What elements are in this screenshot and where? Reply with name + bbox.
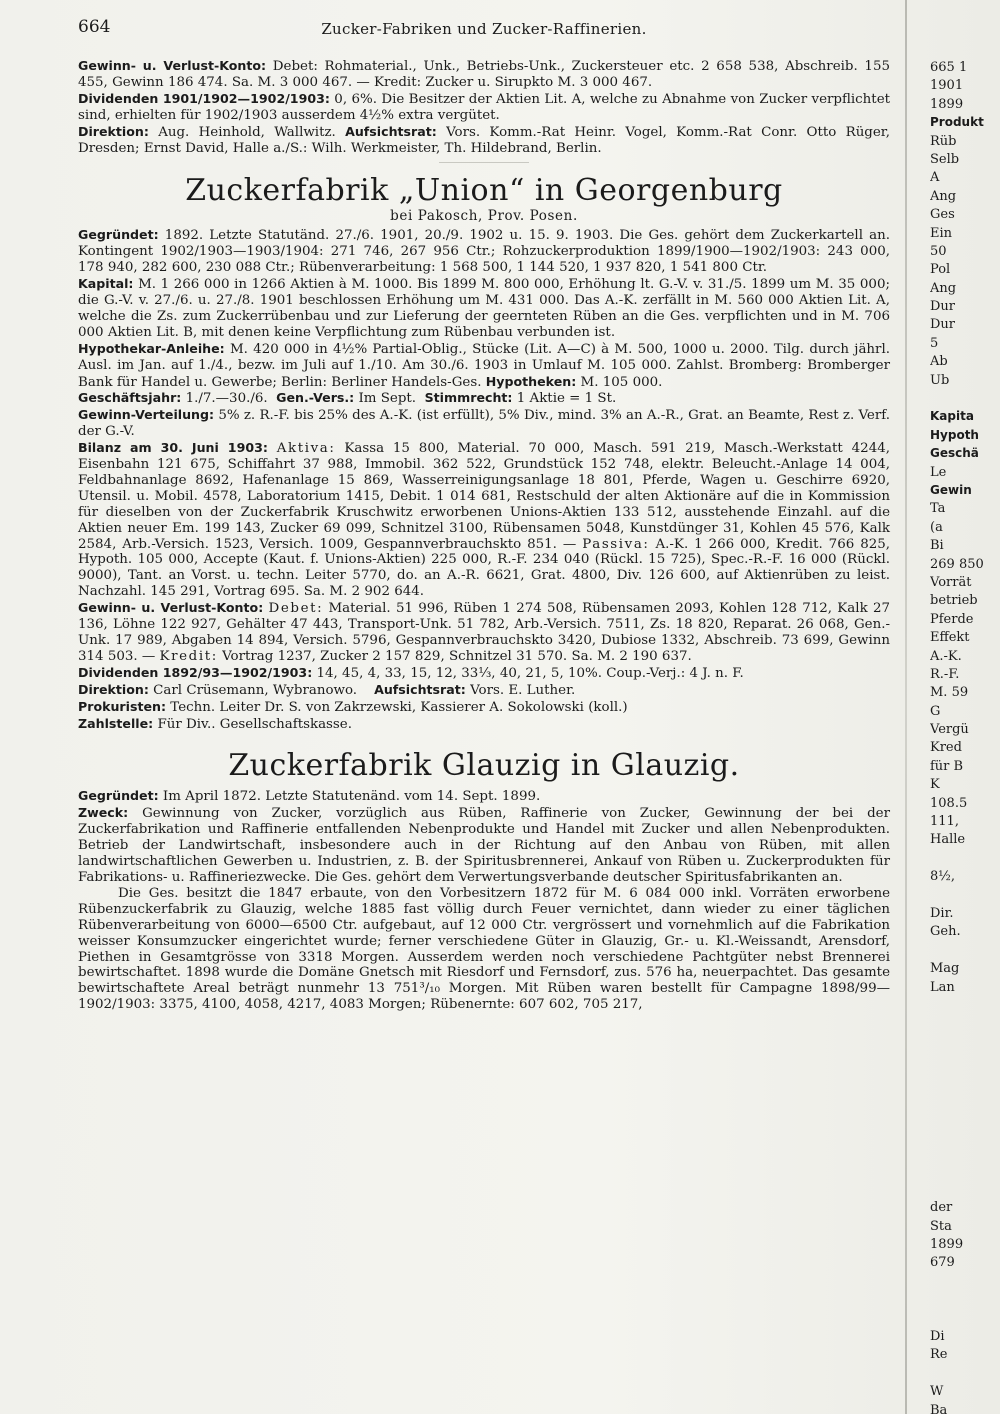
entry2-aufs-label: Aufsichtsrat: bbox=[374, 681, 466, 697]
fragment-line bbox=[930, 1127, 1000, 1145]
entry2-div-text: 14, 45, 4, 33, 15, 12, 33⅓, 40, 21, 5, 10%. Coup.-Verj.: 4 J. n. F. bbox=[316, 665, 744, 681]
fragment-line: Ein bbox=[930, 225, 953, 241]
fragment-line: 665 1 bbox=[930, 60, 968, 75]
fragment-line bbox=[930, 1274, 1000, 1292]
entry2-passiva-text: A.-K. 1 266 000, Kredit. 766 825, Hypoth. 105 000, Accepte (Kaut. f. Unions-Aktien) 225 000, R.-F. 234 040 (Rückl. 15 725), Spec.-R.-F. 16 000 (Rückl. 9000), Tant. an Vorst. u. techn. Leiter 5770, do. an A.-R. 6621, Grat. 4800, Div. 126 600, auf Aktienrüben zu leist. Nachzahl. 145 291, Vortrag 695. Sa. M. 2 902 644. bbox=[78, 536, 891, 600]
fragment-line: betrieb bbox=[930, 593, 978, 609]
entry2-stimm-text: 1 Aktie = 1 St. bbox=[516, 391, 617, 407]
entry2-bil-label: Bilanz am 30. Juni 1903: bbox=[78, 440, 268, 456]
entry2-gj-label: Geschäftsjahr: bbox=[78, 390, 182, 406]
fragment-line: Halle bbox=[930, 832, 966, 848]
fragment-line: Produkt bbox=[930, 115, 984, 130]
entry2-gv-label: Gen.-Vers.: bbox=[276, 390, 355, 406]
fragment-line: 108.5 bbox=[930, 795, 968, 811]
fragment-line: Dir. bbox=[930, 905, 954, 921]
fragment-line: 1901 bbox=[930, 78, 964, 94]
entry3-zweck-label: Zweck: bbox=[78, 805, 129, 821]
entry2-capital bbox=[78, 276, 890, 341]
entry2-dividends bbox=[78, 665, 890, 682]
entry2-kap-label: Kapital: bbox=[78, 276, 134, 292]
fragment-line: Vergü bbox=[930, 722, 969, 738]
fragment-line: Ta bbox=[930, 501, 946, 517]
fragment-line: Vorrät bbox=[930, 574, 972, 590]
fragment-line bbox=[930, 1053, 1000, 1071]
entry1-gv-label: Gewinn- u. Verlust-Konto: bbox=[78, 58, 267, 73]
entry2-dir-text: Carl Crüsemann, Wybranowo. bbox=[153, 682, 358, 698]
fragment-line bbox=[930, 1108, 1000, 1126]
fragment-line bbox=[930, 851, 1000, 869]
fragment-line: A.-K. bbox=[930, 648, 962, 664]
fragment-line bbox=[930, 1311, 1000, 1329]
fragment-line: Ab bbox=[930, 354, 948, 370]
entry2-hyp2-text: M. 105 000. bbox=[580, 374, 663, 390]
fragment-line: 1899 bbox=[930, 96, 964, 112]
fragment-line: 5 bbox=[930, 335, 939, 351]
fragment-line: 679 bbox=[930, 1255, 955, 1271]
fragment-line: Üb bbox=[930, 372, 950, 388]
entry-glauzig bbox=[78, 748, 890, 1013]
fragment-line: Di bbox=[930, 1328, 945, 1344]
entry-union-georgenburg bbox=[78, 173, 890, 732]
entry2-aufs-text: Vors. E. Luther. bbox=[470, 682, 576, 698]
fragment-line: für B bbox=[930, 758, 964, 774]
entry2-profit-distribution bbox=[78, 407, 890, 440]
main-column bbox=[78, 18, 890, 1013]
entry2-dir-label: Direktion: bbox=[78, 681, 149, 697]
entry1-dir-label: Direktion: bbox=[78, 123, 149, 139]
entry2-prok-label: Prokuristen: bbox=[78, 698, 167, 714]
entry2-mortgage-loan bbox=[78, 341, 890, 391]
entry-continuation bbox=[78, 58, 890, 163]
entry1-aufs-label: Aufsichtsrat: bbox=[345, 123, 437, 139]
entry3-property bbox=[78, 886, 890, 1013]
fragment-line bbox=[930, 888, 1000, 906]
entry3-gegr-label: Gegründet: bbox=[78, 788, 159, 804]
fragment-line: Re bbox=[930, 1347, 948, 1363]
fragment-line: Hypoth bbox=[930, 427, 979, 442]
entry1-div-text: 0, 6%. Die Besitzer der Aktien Lit. A, welche zu Abnahme von Zucker verpflichtet sind, erhielten für 1902/1903 ausserdem 4½% extra vergütet. bbox=[78, 91, 890, 123]
fragment-line: Pferde bbox=[930, 611, 974, 627]
entry2-gewv-text: 5% z. R.-F. bis 25% des A.-K. (ist erfüllt), 5% Div., mind. 3% an A.-R., Grat. an Beamte, Rest z. Verf. der G.-V. bbox=[78, 408, 890, 440]
entry2-balance bbox=[78, 440, 890, 600]
fragment-line: Bi bbox=[930, 538, 944, 554]
entry2-gv-text: Im Sept. bbox=[358, 391, 417, 407]
entry2-hyp2-label: Hypotheken: bbox=[485, 373, 577, 389]
fragment-line bbox=[930, 1182, 1000, 1200]
fragment-line: 111, bbox=[930, 814, 959, 830]
fragment-line: Dur bbox=[930, 299, 956, 315]
entry2-passiva-word: Passiva: bbox=[582, 536, 650, 552]
entry2-paying-agent bbox=[78, 716, 890, 733]
entry3-para2-text: Die Ges. besitzt die 1847 erbaute, von den Vorbesitzern 1872 für M. 6 084 000 inkl. Vorräten erworbene Rübenzuckerfabrik zu Glauzig, welche 1885 fast völlig durch Feuer vernichtet, dann wieder zu einer täglichen Rübenverarbeitung von 6000—6500 Ctr. aufgebaut, auf 12 000 Ctr. vergrössert und vornehmlich auf die Fabrikation weisser Konsumzucker eingerichtet wurde; ferner verschiedene Güter in Glauzig, Gr.- u. Kl.-Weissandt, Arensdorf, Piethen in Gesamtgrösse von 3318 Morgen. Ausserdem werden noch verschiedene Pachtgüter nebst Brennerei bewirtschaftet. 1898 wurde die Domäne Gnetsch mit Riesdorf und Fernsdorf, zus. 576 ha, neuerpachtet. Das gesamte bewirtschaftete Areal beträgt nunmehr 13 751³/₁₀ Morgen. Mit Rüben waren bestellt für Campagne 1898/99—1902/1903: 3375, 4100, 4058, 4217, 4083 Morgen; Rübenernte: 607 602, 705 217, bbox=[78, 885, 890, 1013]
entry2-procurists bbox=[78, 699, 890, 716]
page-number: 664 bbox=[78, 17, 111, 37]
entry2-gegr-label: Gegründet: bbox=[78, 227, 159, 243]
fragment-line: M. 59 bbox=[930, 685, 969, 701]
fragment-line bbox=[930, 1016, 1000, 1034]
fragment-line bbox=[930, 1071, 1000, 1089]
entry2-aktiva-word: Aktiva: bbox=[276, 441, 336, 457]
column-divider bbox=[905, 0, 907, 1414]
fragment-line: Kapita bbox=[930, 409, 974, 424]
fragment-line: Kred bbox=[930, 740, 962, 756]
entry2-hyp-text: M. 420 000 in 4½% Partial-Oblig., Stücke (Lit. A—C) à M. 500, 1000 u. 2000. Tilg. durch jährl. Ausl. im Jan. auf 1./4., bezw. im Juli auf 1./10. Am 30./6. 1903 in Umlauf M. 105 000. Zahlst. Bromberg: Bromberger Bank für Handel u. Gewerbe; Berlin: Berliner Handels-Ges. bbox=[78, 341, 890, 390]
fragment-line: Le bbox=[930, 464, 947, 480]
entry1-board bbox=[78, 124, 890, 157]
entry3-zweck-text: Gewinnung von Zucker, vorzüglich aus Rüben, Raffinerie von Zucker, Gewinnung der bei der Zuckerfabrikation und Raffinerie entfallenden Nebenprodukte und Handel mit Zucker und allen Nebenprodukten. Betrieb der Landwirtschaft, insbesondere auch in der Richtung auf den Anbau von Rüben, mit allen landwirtschaftlichen Gewerben u. Industrien, z. B. der Spiritusbrennerei, Ankauf von Rüben u. Zuckerprodukten für Fabrikations- u. Raffineriezwecke. Die Ges. gehört dem Verwertungsverbande deutscher Spiritusfabrikanten an. bbox=[78, 806, 890, 885]
company-heading: Zuckerfabrik „Union“ in Georgenburg bbox=[185, 173, 783, 209]
fragment-line: Ba bbox=[930, 1402, 948, 1414]
running-head bbox=[78, 18, 890, 44]
entry1-gv-text: Debet: Rohmaterial., Unk., Betriebs-Unk., Zuckersteuer etc. 2 658 538, Abschreib. 155 455, Gewinn 186 474. Sa. M. 3 000 467. — Kredit: Zucker u. Sirupkto M. 3 000 467. bbox=[78, 59, 890, 90]
entry3-founded bbox=[78, 788, 890, 805]
entry2-debet-text: Material. 51 996, Rüben 1 274 508, Rübensamen 2093, Kohlen 128 712, Kalk 27 136, Löhne 122 927, Gehälter 47 443, Transport-Unk. 51 782, Arb.-Versich. 7511, Zs. 18 820, Reparat. 26 068, Gen.-Unk. 17 989, Abgaben 14 894, Versich. 5796, Gespannverbrauchskto 3420, Dubiose 1332, Abschreib. 73 699, Gewinn 314 503. — bbox=[78, 601, 890, 664]
entry2-kap-text: M. 1 266 000 in 1266 Aktien à M. 1000. Bis 1899 M. 800 000, Erhöhung lt. G.-V. v. 31./5. 1899 um M. 35 000; die G.-V. v. 27./6. u. 27./8. 1901 beschlossen Erhöhung um M. 431 000. Das A.-K. zerfällt in M. 560 000 Aktien Lit. A, welche die Zs. zum Zuckerrübenbau und zur Lieferung der geernteten Rüben an die Ges. verpflichten und in M. 706 000 Aktien Lit. B, mit denen keine Verpflichtung zum Rübenbau verbunden ist. bbox=[78, 277, 890, 340]
fragment-line: G bbox=[930, 703, 941, 719]
entry1-profit-loss bbox=[78, 58, 890, 91]
fragment-line bbox=[930, 1163, 1000, 1181]
entry2-gegr-text: 1892. Letzte Statutänd. 27./6. 1901, 20./9. 1902 u. 15. 9. 1903. Die Ges. gehört dem Zuckerkartell an. Kontingent 1902/1903—1903/1904: 271 746, 267 956 Ctr.; Rohzuckerproduktion 1899/1900—1902/1903: 243 000, 178 940, 282 600, 230 088 Ctr.; Rübenverarbeitung: 1 568 500, 1 144 520, 1 937 820, 1 541 800 Ctr. bbox=[78, 228, 890, 276]
entry1-aufs-text: Vors. Komm.-Rat Heinr. Vogel, Komm.-Rat Conr. Otto Rüger, Dresden; Ernst David, Halle a./S.: Wilh. Werkmeister, Th. Hildebrand, Berlin. bbox=[78, 124, 890, 156]
fragment-line: 269 850 bbox=[930, 556, 984, 572]
fragment-line: Ang bbox=[930, 280, 957, 296]
entry2-aktiva-text: Kassa 15 800, Material. 70 000, Masch. 591 219, Masch.-Werkstatt 4244, Eisenbahn 121 675, Schiffahrt 37 988, Immobil. 362 522, Grundstück 152 748, elektr. Beleucht.-Anlage 14 004, Feldbahnanlage 8692, Hafenanlage 15 869, Wasserreinigungsanlage 18 801, Pferde, Wagen u. Geschirre 6920, Utensil. u. Mobil. 4578, Laboratorium 1415, Debit. 1 014 681, Restschuld der alten Aktionäre auf die in Kommission für dieselben von der Zuckerfabrik Kruschwitz erworbenen Unions-Aktien 133 512, ausstehende Einzahl. auf die Aktien neuer Em. 199 143, Zucker 69 099, Schnitzel 3100, Rübensamen 5048, Kunstdünger 31, Kohlen 45 576, Kalk 2584, Arb.-Versich. 1523, Versich. 1009, Gespannverbrauchskto 851. — bbox=[78, 441, 890, 552]
entry2-zahl-label: Zahlstelle: bbox=[78, 715, 154, 731]
separator-rule bbox=[439, 162, 529, 163]
entry2-fiscal-year bbox=[78, 390, 890, 407]
company-location: bei Pakosch, Prov. Posen. bbox=[390, 208, 578, 225]
running-title: Zucker-Fabriken und Zucker-Raffinerien. bbox=[321, 20, 647, 38]
fragment-line bbox=[930, 1145, 1000, 1163]
entry2-gj-text: 1./7.—30./6. bbox=[185, 391, 268, 407]
fragment-line: A bbox=[930, 170, 940, 186]
fragment-line: Sta bbox=[930, 1218, 952, 1234]
fragment-line bbox=[930, 1035, 1000, 1053]
entry2-zahl-text: Für Div.. Gesellschaftskasse. bbox=[157, 716, 352, 732]
fragment-line bbox=[930, 1090, 1000, 1108]
fragment-line bbox=[930, 1292, 1000, 1310]
fragment-line bbox=[930, 943, 1000, 961]
fragment-line: Rüb bbox=[930, 133, 957, 149]
fragment-line: Dur bbox=[930, 317, 956, 333]
fragment-line: Selb bbox=[930, 151, 960, 167]
entry1-dividends bbox=[78, 91, 890, 124]
entry2-board bbox=[78, 682, 890, 699]
entry2-hyp-label: Hypothekar-Anleihe: bbox=[78, 340, 225, 356]
entry2-profit-loss bbox=[78, 600, 890, 665]
fragment-line: Ges bbox=[930, 207, 955, 223]
fragment-line: W bbox=[930, 1384, 944, 1400]
fragment-line: 1899 bbox=[930, 1237, 964, 1252]
entry2-prok-text: Techn. Leiter Dr. S. von Zakrzewski, Kassierer A. Sokolowski (koll.) bbox=[170, 699, 628, 715]
company-heading: Zuckerfabrik Glauzig in Glauzig. bbox=[228, 748, 740, 784]
adjacent-page-fragment bbox=[930, 60, 1000, 1414]
fragment-line: 50 bbox=[930, 243, 947, 259]
fragment-line: Geh. bbox=[930, 924, 961, 940]
entry3-gegr-text: Im April 1872. Letzte Statutenänd. vom 14. Sept. 1899. bbox=[162, 789, 541, 805]
fragment-line: Effekt bbox=[930, 630, 970, 646]
entry3-purpose bbox=[78, 805, 890, 886]
fragment-line: Geschä bbox=[930, 446, 979, 461]
entry1-div-label: Dividenden 1901/1902—1902/1903: bbox=[78, 90, 330, 106]
fragment-line: (a bbox=[930, 519, 943, 535]
entry1-dir-text: Aug. Heinhold, Wallwitz. bbox=[158, 124, 336, 140]
fragment-line: Ang bbox=[930, 188, 957, 204]
fragment-line: der bbox=[930, 1200, 953, 1216]
entry2-div-label: Dividenden 1892/93—1902/1903: bbox=[78, 664, 313, 680]
fragment-line: Mag bbox=[930, 961, 960, 977]
fragment-line bbox=[930, 391, 1000, 409]
entry2-guv-label: Gewinn- u. Verlust-Konto: bbox=[78, 600, 264, 616]
fragment-line: R.-F. bbox=[930, 666, 960, 682]
fragment-line bbox=[930, 1366, 1000, 1384]
entry2-debet-word: Debet: bbox=[268, 601, 324, 617]
fragment-line: Lan bbox=[930, 979, 955, 995]
fragment-line: Gewin bbox=[930, 482, 972, 497]
fragment-line: 8½, bbox=[930, 869, 956, 885]
entry2-kredit-text: Vortrag 1237, Zucker 2 157 829, Schnitzel 31 570. Sa. M. 2 190 637. bbox=[222, 648, 692, 664]
fragment-line bbox=[930, 998, 1000, 1016]
entry2-stimm-label: Stimmrecht: bbox=[424, 390, 513, 406]
entry2-founded bbox=[78, 227, 890, 276]
entry2-kredit-word: Kredit: bbox=[159, 648, 218, 664]
entry2-gewv-label: Gewinn-Verteilung: bbox=[78, 407, 215, 423]
fragment-line: Pol bbox=[930, 262, 951, 278]
fragment-line: K bbox=[930, 777, 940, 793]
